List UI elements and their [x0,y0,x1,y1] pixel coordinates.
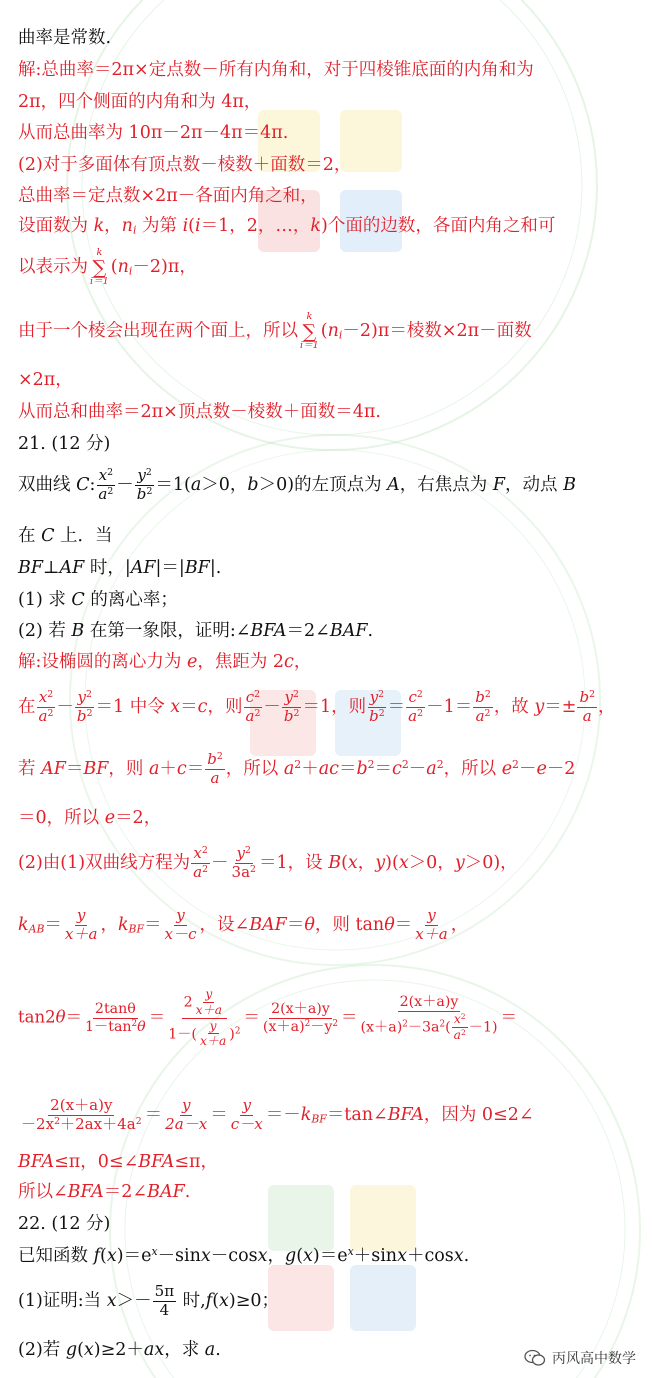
solution-line: 所以∠BFA＝2∠BAF. [18,1182,191,1202]
solution-line: 总曲率＝定点数×2π－各面内角之和， [18,186,318,206]
summation: k ∑ i＝1 [300,311,319,351]
text-line: 曲率是常数. [18,28,112,48]
solution-line: (2)对于多面体有顶点数－棱数＋面数＝2， [18,155,352,175]
solution-line: ×2π， [18,370,73,390]
solution-line: 从而总曲率为 10π－2π－4π＝4π. [18,123,289,143]
problem-text: (1)证明:当 x＞－ $\frac{5\pi}{4}$ 时,f(x)≥0； [18,1282,280,1319]
wechat-chat-icon [524,1349,546,1367]
account-name: 丙风高中数学 [552,1351,636,1367]
solution-line: 设面数为 k，$n_i$ 为第 i(i＝1，2，…，k)个面的边数，各面内角之和可 [18,216,556,237]
solution-line: ＝0，所以 e＝2， [18,808,162,828]
problem-text: 已知函数 $f(x)=e^x-\sin x-\cos x$，$g(x)=e^x+\sin x+\cos x$. [18,1245,470,1266]
solution-line: 解:总曲率＝2π×定点数－所有内角和，对于四棱锥底面的内角和为 [18,60,534,80]
problem-text: (2) 若 B 在第一象限，证明:∠BFA＝2∠BAF. [18,621,374,641]
solution-line: 在 $\frac{x^2}{a^2}$ － $\frac{y^2}{b^2}$ ＝1 中令 x＝c，则 $\frac{c^2}{a^2}$ － $\frac{y^2}{b^2}$ ＝1，则 $\frac{y^2}{b^2}$ ＝ $\frac{c^2}{a^2}$ －1＝ $\frac{b^2}{a^2}$ ，故 y＝± $\frac{b^2}{a}$ ， [18,688,616,725]
solution-line: 从而总和曲率＝2π×顶点数－棱数＋面数＝4π. [18,402,381,422]
problem-text: 双曲线 C: $\frac{x^2}{a^2}$ － $\frac{y^2}{b^2}$ ＝1(a＞0，b＞0)的左顶点为 A，右焦点为 F，动点 B [18,466,576,503]
summation: k ∑ i＝1 [90,247,109,287]
solution-line: 若 AF＝BF，则 a＋c＝ $\frac{b^2}{a}$ ，所以 $a^2+ac=b^2=c^2-a^2$，所以 $e^2-e-2$ [18,750,576,787]
solution-line: $k_{AB}=$ $\frac{y}{x+a}$ ，$k_{BF}=$ $\frac{y}{x-c}$ ，设∠BAF＝θ，则 tanθ＝ $\frac{y}{x+a}$ ， [18,906,469,943]
account-footer [524,1348,636,1368]
solution-line: $\frac{2(x+a)y}{-2x^2+2ax+4a^2}$ ＝ $\frac{y}{2a-x}$ ＝ $\frac{y}{c-x}$ $=-k_{BF}=\tan\angle BFA$，因为 0≤2∠ [21,1096,534,1133]
solution-line: 以表示为 k ∑ i＝1 $(n_i-2)\pi$， [18,247,197,287]
solution-line: tan2θ＝ $\frac{2\tan\theta}{1-\tan^2\theta}$ ＝ 2 $\frac{y}{x+a}$ 1－( $\frac{y}{x+a}$ )$^2$ ＝ $\frac{2(x+a)y}{(x+a)^2-y^2}$ ＝ 2(x＋a)y $(x+a)^2-3a^2$( $\frac{x^2}{a^2}$ －1) ＝ [18,987,517,1049]
problem-text: 在 C 上．当 [18,526,113,546]
solution-line: (2)由(1)双曲线方程为 $\frac{x^2}{a^2}$ － $\frac{y^2}{3a^2}$ ＝1，设 B(x，y)(x＞0，y＞0)， [18,844,518,881]
solution-line: 由于一个棱会出现在两个面上，所以 k ∑ i＝1 $(n_i-2)\pi=$棱数×2π－面数 [18,311,532,351]
problem-text: (1) 求 C 的离心率； [18,590,178,610]
solution-line: 解:设椭圆的离心力为 e，焦距为 2c， [18,652,312,672]
problem-text: (2)若 g(x)≥2＋ax，求 a. [18,1340,221,1360]
problem-number: 22. (12 分) [18,1214,111,1234]
solution-line: 2π，四个侧面的内角和为 4π， [18,92,262,112]
solution-line: BFA≤π，0≤∠BFA≤π， [18,1152,219,1172]
problem-number: 21. (12 分) [18,434,111,454]
problem-text: BF⊥AF 时，|AF|＝|BF|. [18,558,222,578]
